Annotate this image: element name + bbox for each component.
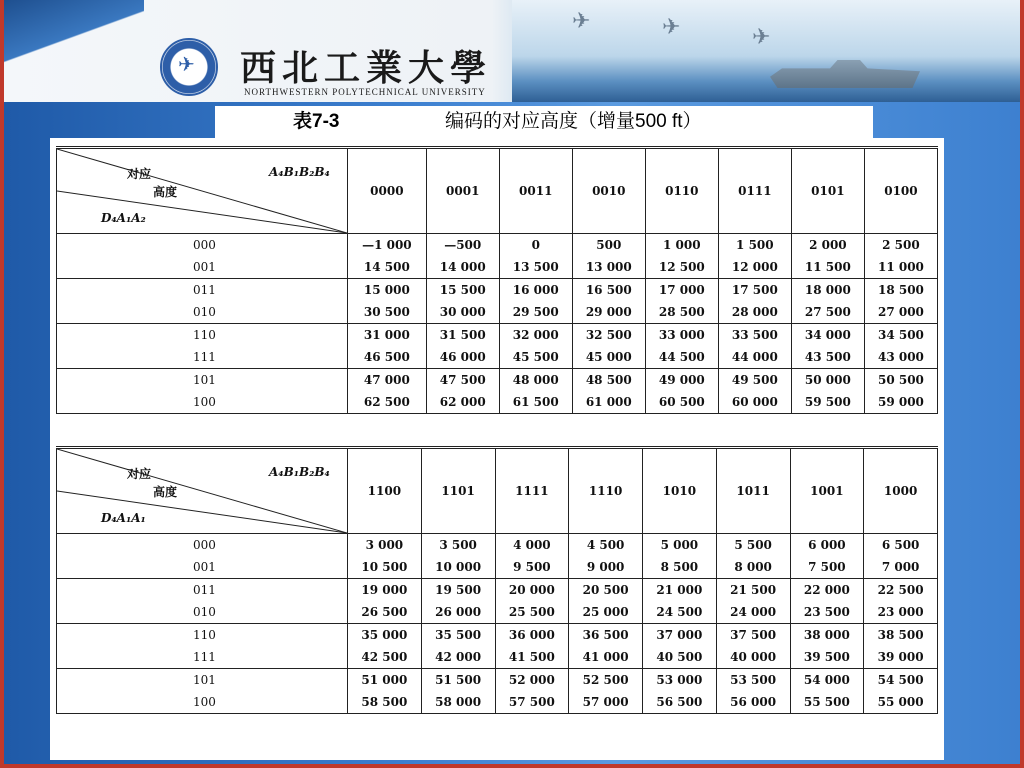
altitude-value: 53 500 <box>730 673 777 687</box>
altitude-cell <box>569 534 643 579</box>
row-key-cell <box>57 369 348 414</box>
altitude-value: 26 500 <box>361 605 408 619</box>
altitude-value: 19 000 <box>361 583 408 597</box>
altitude-value: 6 500 <box>881 538 920 552</box>
altitude-value: 46 500 <box>363 350 410 364</box>
column-header: 1011 <box>716 448 790 534</box>
altitude-value: 3 500 <box>439 538 477 552</box>
altitude-value: 32 000 <box>512 328 559 342</box>
altitude-value: 62 000 <box>439 395 486 409</box>
altitude-cell <box>864 369 937 414</box>
altitude-value: 45 000 <box>585 350 632 364</box>
altitude-value: —1 000 <box>362 238 412 252</box>
table-number: 表7-3 <box>293 111 340 132</box>
altitude-value: 34 500 <box>877 328 924 342</box>
altitude-value: 25 000 <box>582 605 629 619</box>
altitude-value: 15 000 <box>363 283 410 297</box>
altitude-value: 61 000 <box>585 395 632 409</box>
column-header: 1000 <box>864 448 938 534</box>
altitude-value: 60 000 <box>731 395 778 409</box>
altitude-value: 17 500 <box>731 283 778 297</box>
altitude-cell <box>348 579 422 624</box>
altitude-cell <box>495 624 569 669</box>
altitude-cell <box>864 579 938 624</box>
column-header: 0111 <box>718 148 791 234</box>
frame-bottom <box>0 764 1024 768</box>
column-header: 0010 <box>572 148 645 234</box>
column-header: 0101 <box>791 148 864 234</box>
altitude-value: 28 000 <box>731 305 778 319</box>
altitude-value: 26 000 <box>435 605 482 619</box>
altitude-value: 49 500 <box>731 373 778 387</box>
row-key: 111 <box>193 650 216 664</box>
altitude-cell <box>348 669 422 714</box>
table-row <box>57 624 938 669</box>
altitude-cell <box>643 624 717 669</box>
altitude-value: 29 500 <box>512 305 559 319</box>
altitude-cell <box>790 669 864 714</box>
altitude-cell <box>572 234 645 279</box>
altitude-value: 40 500 <box>656 650 703 664</box>
altitude-value: 24 500 <box>656 605 703 619</box>
row-key-cell <box>57 279 348 324</box>
row-key: 000 <box>193 538 216 552</box>
altitude-cell <box>569 669 643 714</box>
altitude-value: 37 000 <box>656 628 703 642</box>
altitude-value: 43 500 <box>804 350 851 364</box>
altitude-value: 28 500 <box>658 305 705 319</box>
altitude-value: 4 500 <box>586 538 625 552</box>
altitude-value: 23 500 <box>803 605 850 619</box>
row-key-cell <box>57 234 348 279</box>
altitude-value: 61 500 <box>512 395 559 409</box>
altitude-value: 44 000 <box>731 350 778 364</box>
altitude-cell <box>495 669 569 714</box>
altitude-value: 40 000 <box>730 650 777 664</box>
altitude-value: 42 500 <box>361 650 408 664</box>
altitude-cell <box>791 234 864 279</box>
altitude-value: 16 000 <box>512 283 559 297</box>
altitude-cell <box>645 234 718 279</box>
altitude-value: 7 000 <box>881 560 920 574</box>
altitude-value: 52 000 <box>508 673 555 687</box>
row-key: 110 <box>193 328 216 342</box>
altitude-value: 30 500 <box>363 305 410 319</box>
altitude-cell <box>864 669 938 714</box>
altitude-value: 20 000 <box>508 583 555 597</box>
altitude-cell <box>716 669 790 714</box>
altitude-value: 20 500 <box>582 583 629 597</box>
altitude-cell <box>348 369 427 414</box>
altitude-cell <box>499 234 572 279</box>
altitude-cell <box>421 624 495 669</box>
column-header: 1001 <box>790 448 864 534</box>
row-key-cell <box>57 579 348 624</box>
column-header: 0000 <box>348 148 427 234</box>
corner-cell <box>57 148 348 234</box>
plane-icon: ✈ <box>178 54 195 76</box>
altitude-value: 12 500 <box>658 260 705 274</box>
table-title: 编码的对应高度（增量500 ft） <box>445 111 702 132</box>
altitude-cell <box>864 234 937 279</box>
altitude-value: 45 500 <box>512 350 559 364</box>
altitude-value: 27 000 <box>877 305 924 319</box>
altitude-cell <box>499 369 572 414</box>
altitude-value: 33 500 <box>731 328 778 342</box>
altitude-cell <box>348 324 427 369</box>
row-key: 011 <box>193 583 216 597</box>
altitude-value: 6 000 <box>808 538 846 552</box>
altitude-cell <box>569 579 643 624</box>
altitude-value: 52 500 <box>582 673 629 687</box>
altitude-cell <box>716 534 790 579</box>
altitude-value: 47 500 <box>439 373 486 387</box>
row-key-cell <box>57 324 348 369</box>
row-key-cell <box>57 669 348 714</box>
altitude-value: 58 000 <box>435 695 482 709</box>
altitude-value: 31 500 <box>439 328 486 342</box>
altitude-value: 51 500 <box>435 673 482 687</box>
altitude-value: 37 500 <box>730 628 777 642</box>
table-caption <box>215 106 873 138</box>
altitude-value: 7 500 <box>808 560 846 574</box>
altitude-cell <box>791 369 864 414</box>
altitude-cell <box>643 579 717 624</box>
altitude-value: 500 <box>596 238 622 252</box>
altitude-value: 2 000 <box>809 238 847 252</box>
altitude-value: 35 500 <box>435 628 482 642</box>
altitude-value: 10 000 <box>435 560 482 574</box>
altitude-value: 13 000 <box>585 260 632 274</box>
altitude-value: 9 000 <box>586 560 625 574</box>
column-header: 1110 <box>569 448 643 534</box>
altitude-cell <box>718 369 791 414</box>
table-row <box>57 579 938 624</box>
altitude-value: 22 500 <box>877 583 924 597</box>
altitude-value: 50 500 <box>877 373 924 387</box>
altitude-value: 57 000 <box>582 695 629 709</box>
column-header: 1111 <box>495 448 569 534</box>
altitude-value: 8 000 <box>734 560 772 574</box>
altitude-value: 54 000 <box>803 673 850 687</box>
table-image <box>50 138 944 760</box>
column-header: 0001 <box>426 148 499 234</box>
corner-mid-label: 高度 <box>153 185 178 199</box>
altitude-value: 16 500 <box>585 283 632 297</box>
altitude-value: 32 500 <box>585 328 632 342</box>
altitude-value: 55 000 <box>877 695 924 709</box>
altitude-cell <box>421 579 495 624</box>
altitude-value: 48 000 <box>512 373 559 387</box>
altitude-cell <box>421 669 495 714</box>
row-key: 100 <box>193 695 216 709</box>
altitude-cell <box>791 279 864 324</box>
corner-mid-label: 高度 <box>153 485 178 499</box>
altitude-cell <box>864 279 937 324</box>
altitude-value: 14 000 <box>439 260 486 274</box>
altitude-value: 5 000 <box>660 538 699 552</box>
corner-top-label: 对应 <box>127 167 152 181</box>
column-header: 1101 <box>421 448 495 534</box>
altitude-value: 8 500 <box>660 560 699 574</box>
altitude-value: 59 500 <box>804 395 851 409</box>
altitude-cell <box>645 279 718 324</box>
jet-icon: ✈ <box>662 14 681 39</box>
altitude-value: 12 000 <box>731 260 778 274</box>
altitude-value: 53 000 <box>656 673 703 687</box>
altitude-cell <box>864 534 938 579</box>
altitude-value: 38 500 <box>877 628 924 642</box>
altitude-value: 57 500 <box>508 695 555 709</box>
header-row <box>57 448 938 534</box>
altitude-value: 56 000 <box>730 695 777 709</box>
altitude-value: 15 500 <box>439 283 486 297</box>
altitude-value: 23 000 <box>877 605 924 619</box>
jet-icon: ✈ <box>752 24 771 49</box>
column-header: 1010 <box>643 448 717 534</box>
altitude-value: 29 000 <box>585 305 632 319</box>
table-row <box>57 369 938 414</box>
row-key: 001 <box>193 560 216 574</box>
altitude-value: 11 000 <box>877 260 924 274</box>
altitude-cell <box>572 279 645 324</box>
corner-cols-axis: A₄B₁B₂B₄ <box>269 465 330 479</box>
altitude-value: 30 000 <box>439 305 486 319</box>
altitude-cell <box>426 279 499 324</box>
altitude-value: 9 500 <box>513 560 551 574</box>
altitude-value: 43 000 <box>877 350 924 364</box>
altitude-table-1 <box>56 146 938 414</box>
altitude-cell <box>790 624 864 669</box>
altitude-value: 36 500 <box>582 628 629 642</box>
altitude-cell <box>348 534 422 579</box>
column-header: 0011 <box>499 148 572 234</box>
altitude-value: 14 500 <box>363 260 410 274</box>
altitude-value: 17 000 <box>658 283 705 297</box>
row-key-cell <box>57 534 348 579</box>
altitude-value: 3 000 <box>365 538 404 552</box>
altitude-value: 58 500 <box>361 695 408 709</box>
table-row <box>57 279 938 324</box>
row-key: 100 <box>193 395 216 409</box>
altitude-cell <box>645 369 718 414</box>
corner-rows-axis: D₄A₁A₁ <box>101 511 146 525</box>
altitude-cell <box>864 324 937 369</box>
altitude-value: 41 000 <box>582 650 629 664</box>
altitude-cell <box>791 324 864 369</box>
altitude-value: 2 500 <box>882 238 920 252</box>
altitude-cell <box>645 324 718 369</box>
table-row <box>57 234 938 279</box>
altitude-value: 4 000 <box>513 538 551 552</box>
school-name-cn: 西北工業大學 <box>240 47 493 89</box>
altitude-cell <box>718 279 791 324</box>
altitude-cell <box>426 324 499 369</box>
altitude-value: 35 000 <box>361 628 408 642</box>
frame-left <box>0 0 4 768</box>
altitude-value: 39 000 <box>877 650 924 664</box>
altitude-value: 24 000 <box>730 605 777 619</box>
altitude-value: 1 500 <box>736 238 774 252</box>
altitude-cell <box>716 579 790 624</box>
altitude-cell <box>499 324 572 369</box>
altitude-cell <box>348 234 427 279</box>
altitude-cell <box>569 624 643 669</box>
school-name-en: NORTHWESTERN POLYTECHNICAL UNIVERSITY <box>244 87 486 97</box>
header-swoosh <box>4 0 144 102</box>
corner-top-label: 对应 <box>127 467 152 481</box>
row-key: 101 <box>193 373 216 387</box>
row-key-cell <box>57 624 348 669</box>
altitude-cell <box>426 369 499 414</box>
altitude-value: 51 000 <box>361 673 408 687</box>
altitude-value: 33 000 <box>658 328 705 342</box>
altitude-cell <box>716 624 790 669</box>
header-row <box>57 148 938 234</box>
row-key: 110 <box>193 628 216 642</box>
altitude-value: 21 000 <box>656 583 703 597</box>
altitude-cell <box>499 279 572 324</box>
altitude-value: —500 <box>444 238 482 252</box>
row-key: 111 <box>193 350 216 364</box>
altitude-cell <box>643 669 717 714</box>
altitude-value: 54 500 <box>877 673 924 687</box>
row-key: 010 <box>193 305 216 319</box>
altitude-cell <box>643 534 717 579</box>
table-row <box>57 324 938 369</box>
altitude-value: 1 000 <box>663 238 701 252</box>
table-row <box>57 534 938 579</box>
altitude-value: 34 000 <box>804 328 851 342</box>
altitude-value: 10 500 <box>361 560 408 574</box>
altitude-cell <box>790 579 864 624</box>
altitude-value: 27 500 <box>804 305 851 319</box>
altitude-value: 19 500 <box>435 583 482 597</box>
altitude-value: 50 000 <box>804 373 851 387</box>
altitude-cell <box>864 624 938 669</box>
row-key: 000 <box>193 238 216 252</box>
column-header: 0110 <box>645 148 718 234</box>
altitude-value: 13 500 <box>512 260 559 274</box>
altitude-value: 42 000 <box>435 650 482 664</box>
altitude-cell <box>495 579 569 624</box>
altitude-value: 22 000 <box>803 583 850 597</box>
column-header: 0100 <box>864 148 937 234</box>
altitude-value: 38 000 <box>803 628 850 642</box>
altitude-value: 0 <box>531 238 540 252</box>
altitude-value: 55 500 <box>803 695 850 709</box>
altitude-value: 41 500 <box>508 650 555 664</box>
altitude-value: 18 000 <box>804 283 851 297</box>
altitude-value: 59 000 <box>877 395 924 409</box>
altitude-value: 56 500 <box>656 695 703 709</box>
row-key: 010 <box>193 605 216 619</box>
corner-cell <box>57 448 348 534</box>
jet-icon: ✈ <box>572 8 591 33</box>
altitude-value: 11 500 <box>804 260 851 274</box>
altitude-value: 25 500 <box>508 605 555 619</box>
corner-rows-axis: D₄A₁A₂ <box>101 211 146 225</box>
altitude-value: 39 500 <box>803 650 850 664</box>
altitude-value: 46 000 <box>439 350 486 364</box>
altitude-cell <box>718 324 791 369</box>
altitude-cell <box>572 324 645 369</box>
frame-right <box>1020 0 1024 768</box>
altitude-value: 21 500 <box>730 583 777 597</box>
altitude-cell <box>572 369 645 414</box>
altitude-value: 47 000 <box>363 373 410 387</box>
altitude-cell <box>348 624 422 669</box>
altitude-value: 31 000 <box>363 328 410 342</box>
row-key: 101 <box>193 673 216 687</box>
altitude-value: 49 000 <box>658 373 705 387</box>
table-row <box>57 669 938 714</box>
altitude-cell <box>790 534 864 579</box>
altitude-cell <box>348 279 427 324</box>
altitude-table-2 <box>56 446 938 714</box>
altitude-cell <box>426 234 499 279</box>
row-key: 011 <box>193 283 216 297</box>
column-header: 1100 <box>348 448 422 534</box>
altitude-cell <box>421 534 495 579</box>
altitude-cell <box>718 234 791 279</box>
header-image <box>512 0 1020 102</box>
altitude-value: 62 500 <box>363 395 410 409</box>
altitude-value: 44 500 <box>658 350 705 364</box>
altitude-value: 18 500 <box>877 283 924 297</box>
row-key: 001 <box>193 260 216 274</box>
corner-cols-axis: A₄B₁B₂B₄ <box>269 165 330 179</box>
altitude-value: 60 500 <box>658 395 705 409</box>
altitude-value: 36 000 <box>508 628 555 642</box>
altitude-cell <box>495 534 569 579</box>
altitude-value: 5 500 <box>734 538 772 552</box>
altitude-value: 48 500 <box>585 373 632 387</box>
